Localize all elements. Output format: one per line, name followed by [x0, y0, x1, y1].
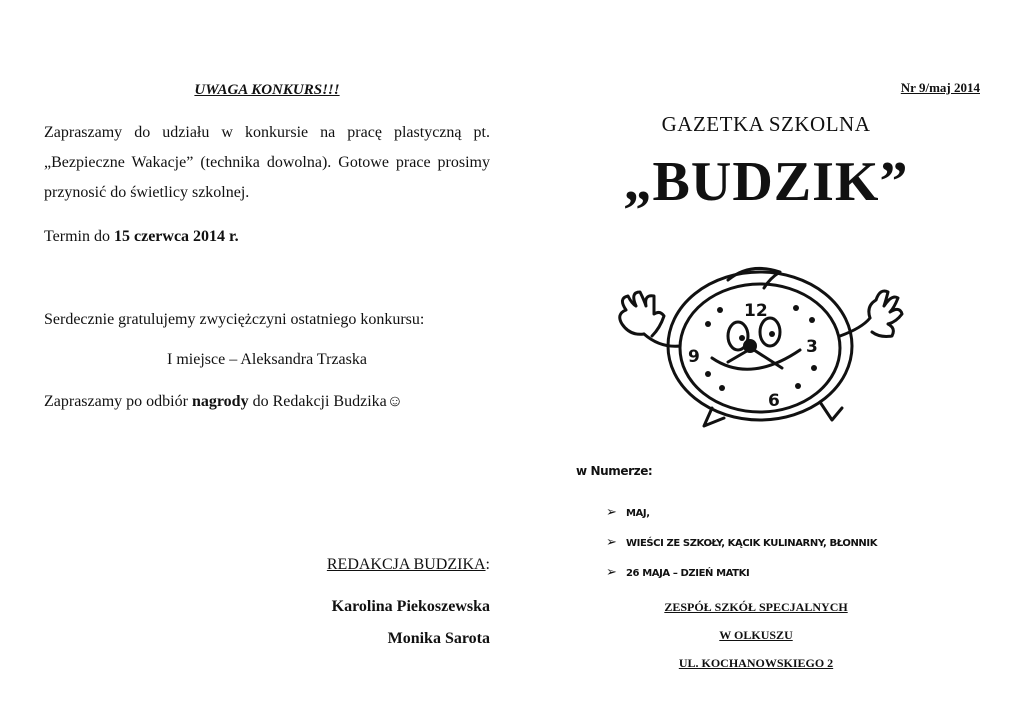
clock-number: 6 — [768, 391, 780, 411]
clock-number: 12 — [744, 301, 768, 321]
contents-label: w Numerze: — [576, 464, 653, 478]
clock-number: 3 — [806, 337, 818, 357]
arrow-bullet-icon: ➢ — [606, 505, 617, 520]
arrow-bullet-icon: ➢ — [606, 535, 617, 550]
deadline-date: 15 czerwca 2014 r. — [113, 228, 239, 245]
invite-suffix: do Redakcji Budzika☺ — [248, 393, 404, 410]
editorial-label: REDAKCJA BUDZIKA — [326, 556, 486, 573]
contents-item: WIEŚCI ZE SZKOŁY, KĄCIK KULINARNY, BŁONNIK — [626, 538, 878, 549]
contents-item: MAJ, — [626, 508, 650, 519]
editor-name: Karolina Piekoszewska — [331, 598, 490, 615]
clock-number: 9 — [688, 347, 700, 367]
list-item — [606, 565, 877, 598]
invite-prefix: Zapraszamy po odbiór — [44, 393, 192, 410]
school-name: ZESPÓŁ SZKÓŁ SPECJALNYCH — [664, 600, 848, 614]
deadline-prefix: Termin do — [44, 228, 114, 245]
invite-text — [44, 387, 490, 417]
issue-number: Nr 9/maj 2014 — [900, 80, 980, 95]
contents-item: 26 MAJA – DZIEŃ MATKI — [626, 568, 750, 579]
contest-title: UWAGA KONKURS!!! — [194, 82, 340, 98]
contest-deadline — [44, 222, 490, 252]
cartoon-alarm-clock-icon — [600, 258, 916, 430]
list-item — [606, 505, 877, 538]
gazette-name: „BUDZIK” — [623, 151, 909, 213]
editorial-colon: : — [485, 556, 490, 573]
contents-list — [606, 505, 878, 598]
gazette-title: GAZETKA SZKOLNA — [661, 112, 871, 136]
list-item — [606, 535, 878, 568]
school-city: W OLKUSZU — [719, 628, 793, 642]
arrow-bullet-icon: ➢ — [606, 565, 617, 580]
editor-name: Monika Sarota — [387, 630, 490, 647]
editorial-heading — [44, 556, 490, 574]
school-address: UL. KOCHANOWSKIEGO 2 — [678, 656, 834, 670]
congrats-text: Serdecznie gratulujemy zwyciężczyni ostatniego konkursu: — [44, 311, 425, 328]
winner-text: I miejsce – Aleksandra Trzaska — [167, 351, 367, 368]
contest-description: Zapraszamy do udziału w konkursie na pracę plastyczną pt. „Bezpieczne Wakacje” (technika dowolna). Gotowe prace prosimy przynosić do świetlicy szkolnej. — [44, 124, 490, 201]
invite-bold: nagrody — [191, 393, 249, 410]
